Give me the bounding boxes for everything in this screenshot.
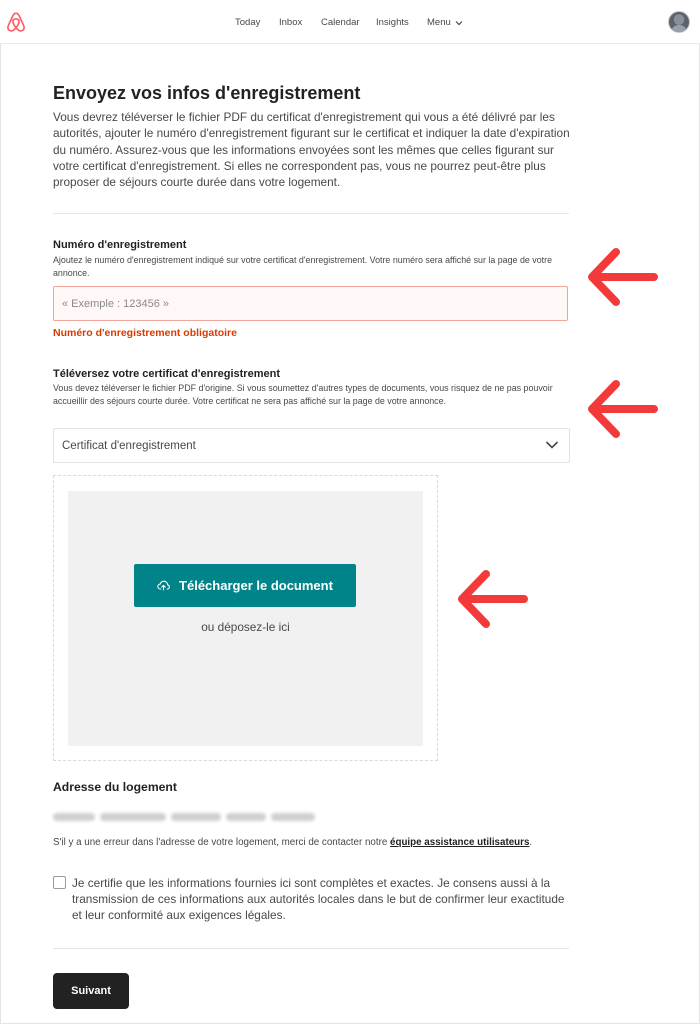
address-note-end: . xyxy=(529,837,533,848)
section-divider xyxy=(53,213,569,214)
chevron-down-icon xyxy=(545,440,559,450)
registration-help: Ajoutez le numéro d'enregistrement indiqué sur votre certificat d'enregistrement. Votre numéro sera affiché sur la page de votre annonce. xyxy=(53,255,553,278)
footer-divider xyxy=(53,948,569,949)
support-team-link[interactable]: équipe assistance utilisateurs xyxy=(390,837,530,848)
registration-number-input[interactable] xyxy=(53,286,568,321)
document-type-select[interactable] xyxy=(53,428,570,463)
next-button[interactable]: Suivant xyxy=(53,973,129,1009)
nav-today[interactable]: Today xyxy=(235,17,261,28)
nav-calendar[interactable]: Calendar xyxy=(321,17,360,28)
certify-text: Je certifie que les informations fournies ici sont complètes et exactes. Je consens aussi à la transmission de ces informations aux autorités locales dans le but de confirmer leur exactitude et leur conformité aux exigences légales. xyxy=(72,876,565,923)
address-note xyxy=(53,837,573,848)
nav-menu[interactable] xyxy=(427,17,463,28)
arrow-left-icon xyxy=(586,244,660,310)
arrow-left-icon xyxy=(586,376,660,442)
registration-error: Numéro d'enregistrement obligatoire xyxy=(53,327,237,339)
cloud-upload-icon xyxy=(157,580,170,591)
blurred-address xyxy=(53,808,333,822)
airbnb-logo[interactable] xyxy=(6,11,26,33)
certificate-label: Téléversez votre certificat d'enregistrement xyxy=(53,368,280,380)
address-note-text: S'il y a une erreur dans l'adresse de votre logement, merci de contacter notre xyxy=(53,837,391,848)
drop-hint: ou déposez-le ici xyxy=(201,620,290,634)
chevron-down-icon xyxy=(455,20,463,26)
document-type-value: Certificat d'enregistrement xyxy=(62,440,196,452)
upload-document-button[interactable] xyxy=(134,564,356,607)
file-dropzone[interactable] xyxy=(53,475,438,761)
intro-text: Vous devrez téléverser le fichier PDF du certificat d'enregistrement qui vous a été délivré par les autorités, ajouter le numéro d'enregistrement figurant sur le certificat et indiquer la date d'expiration du numéro. Assurez-vous que les informations envoyées sont les mêmes que celles figurant sur votre certificat d'enregistrement. Si elles ne correspondent pas, vous ne pourrez peut-être plus proposer de séjours courte durée dans votre logement. xyxy=(53,110,570,190)
registration-label: Numéro d'enregistrement xyxy=(53,239,187,251)
page-title: Envoyez vos infos d'enregistrement xyxy=(53,83,361,103)
certify-checkbox[interactable] xyxy=(53,876,66,889)
top-nav xyxy=(0,0,700,44)
certificate-help: Vous devez téléverser le fichier PDF d'origine. Si vous soumettez d'autres types de documents, vous risquez de ne pas pouvoir accueillir des séjours courte durée. Votre certificat ne sera pas affiché sur la page de votre annonce. xyxy=(53,383,553,406)
avatar[interactable] xyxy=(668,11,690,33)
arrow-left-icon xyxy=(456,566,530,632)
nav-inbox[interactable]: Inbox xyxy=(279,17,303,28)
dropzone-area[interactable] xyxy=(68,491,423,746)
address-label: Adresse du logement xyxy=(53,780,177,794)
nav-menu-label: Menu xyxy=(427,17,451,28)
nav-insights[interactable]: Insights xyxy=(376,17,409,28)
upload-button-label: Télécharger le document xyxy=(179,578,333,593)
